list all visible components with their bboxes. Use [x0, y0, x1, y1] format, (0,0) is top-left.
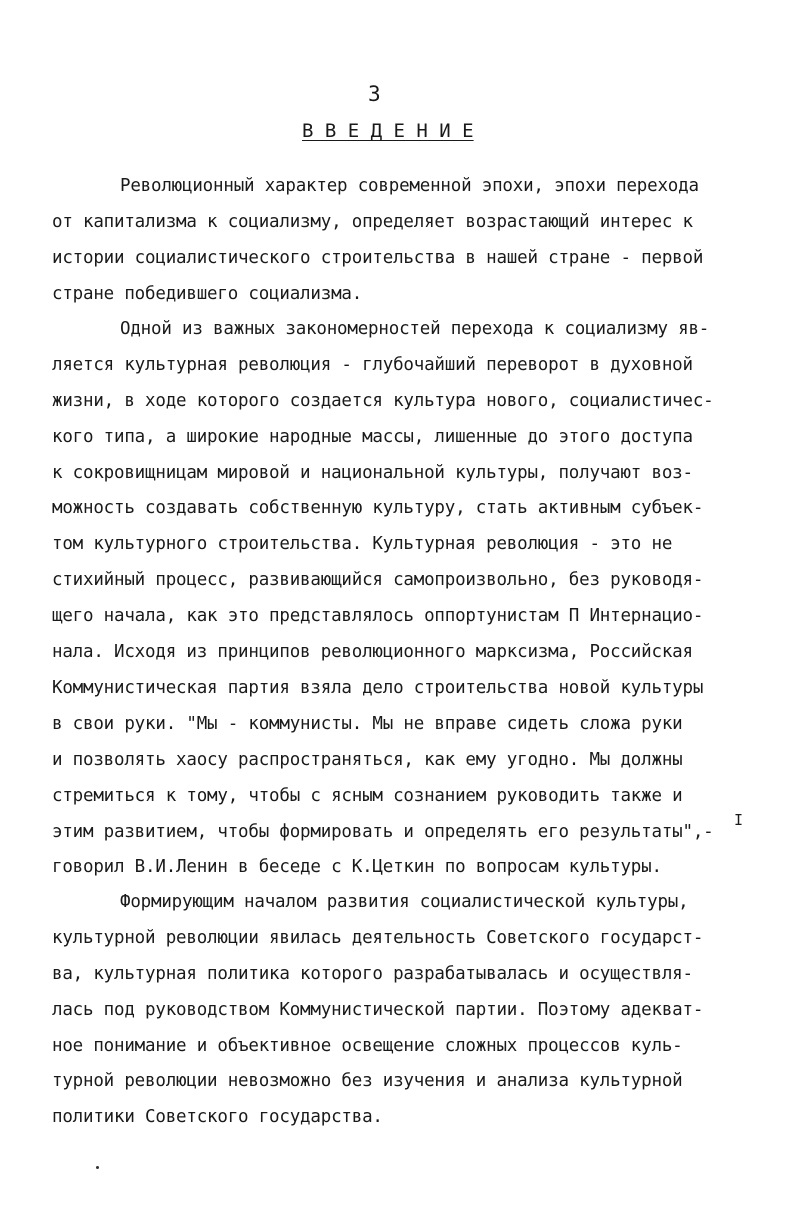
- text-line: Революционный характер современной эпохи, эпохи перехода: [120, 176, 699, 196]
- text-line: можность создавать собственную культуру, стать активным субъек-: [52, 498, 704, 518]
- text-line: истории социалистического строительства в нашей стране - первой: [52, 248, 704, 268]
- text-line: нала. Исходя из принципов революционного марксизма, Российская: [52, 642, 693, 662]
- text-line: политики Советского государства.: [52, 1107, 383, 1127]
- text-line: ляется культурная революция - глубочайший переворот в духовной: [52, 355, 693, 375]
- text-line: стремиться к тому, чтобы с ясным сознанием руководить также и: [52, 786, 683, 806]
- section-title: В В Е Д Е Н И Е: [302, 120, 474, 142]
- text-line: ва, культурная политика которого разрабатывалась и осуществля-: [52, 964, 693, 984]
- text-line: ное понимание и объективное освещение сложных процессов куль-: [52, 1036, 683, 1056]
- text-line: щего начала, как это представлялось оппортунистам П Интернацио-: [52, 606, 704, 626]
- text-line: и позволять хаосу распространяться, как ему угодно. Мы должны: [52, 750, 683, 770]
- text-line: к сокровищницам мировой и национальной культуры, получают воз-: [52, 463, 693, 483]
- text-line: стране победившего социализма.: [52, 284, 363, 304]
- text-line: стихийный процесс, развивающийся самопроизвольно, без руководя-: [52, 570, 704, 590]
- scan-speck: [96, 1166, 99, 1169]
- text-line: Формирующим началом развития социалистической культуры,: [120, 892, 689, 912]
- text-line: Коммунистическая партия взяла дело строительства новой культуры: [52, 678, 704, 698]
- text-line: кого типа, а широкие народные массы, лишенные до этого доступа: [52, 427, 693, 447]
- text-line: этим развитием, чтобы формировать и определять его результаты",-: [52, 822, 714, 842]
- text-line: жизни, в ходе которого создается культура нового, социалистичес-: [52, 391, 714, 411]
- text-line: культурной революции явилась деятельность Советского государст-: [52, 928, 704, 948]
- text-line: Одной из важных закономерностей перехода к социализму яв-: [120, 319, 710, 339]
- footnote-mark: I: [734, 811, 744, 829]
- text-line: лась под руководством Коммунистической партии. Поэтому адекват-: [52, 1000, 704, 1020]
- text-line: от капитализма к социализму, определяет возрастающий интерес к: [52, 212, 693, 232]
- text-line: турной революции невозможно без изучения и анализа культурной: [52, 1071, 683, 1091]
- page-number: 3: [368, 82, 381, 106]
- text-line: в свои руки. "Мы - коммунисты. Мы не вправе сидеть сложа руки: [52, 714, 683, 734]
- text-line: том культурного строительства. Культурная революция - это не: [52, 534, 673, 554]
- text-line: говорил В.И.Ленин в беседе с К.Цеткин по вопросам культуры.: [52, 857, 662, 877]
